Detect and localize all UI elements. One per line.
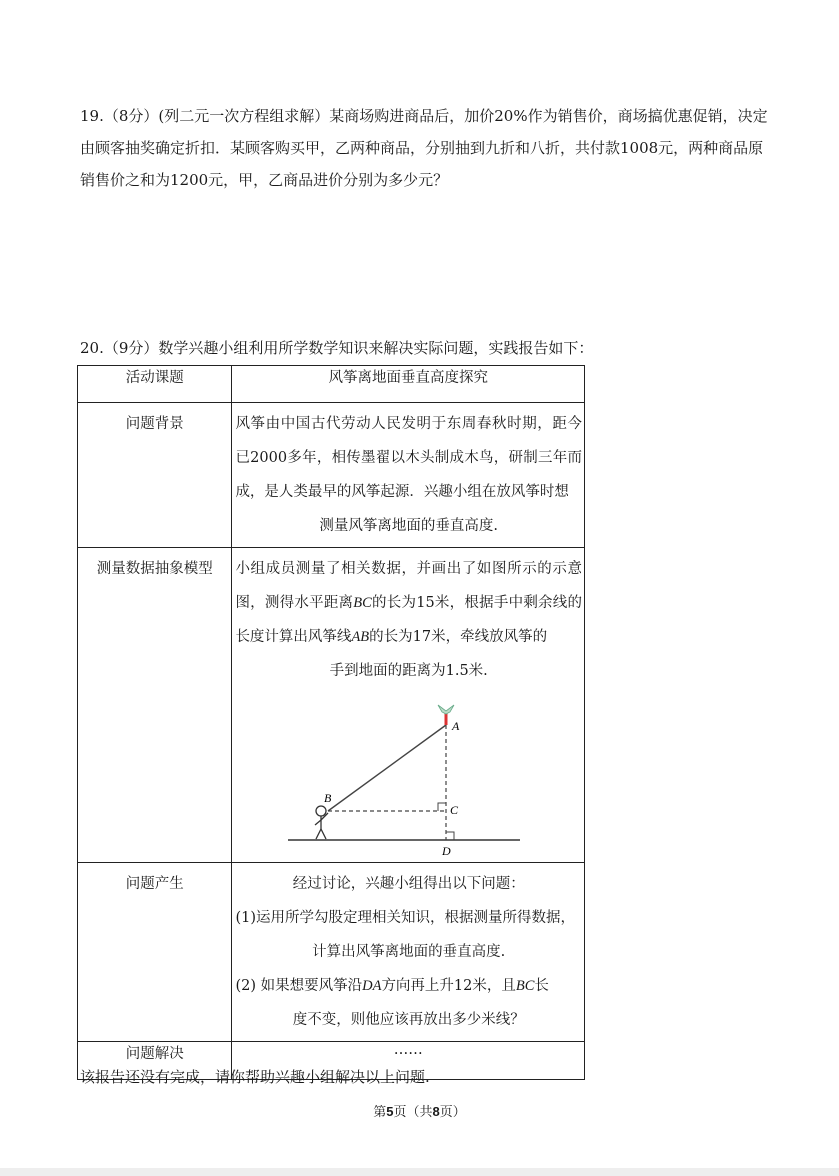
person-icon: [315, 806, 328, 839]
right-angle-d: [446, 832, 454, 840]
row-content-problem: 经过讨论，兴趣小组得出以下问题： (1)运用所学勾股定理相关知识，根据测量所得数据， 计算出风筝离地面的垂直高度. (2) 如果想要风筝沿DA方向再上升12米，且BC长 度不变，则他应该再放出多少米线？: [235, 876, 575, 1028]
row-content-solution: ……: [232, 1042, 585, 1080]
table-row: [78, 863, 585, 1042]
label-a: A: [452, 719, 460, 733]
question-19: 19.（8分）(列二元一次方程组求解）某商场购进商品后，加价20%作为销售价，商场搞优惠促销，决定由顾客抽奖确定折扣．某顾客购买甲，乙两种商品，分别抽到九折和八折，共付款1008元，两种商品原销售价之和为1200元，甲，乙商品进价分别为多少元？: [80, 107, 768, 189]
table-row: [78, 366, 585, 403]
kite-diagram: [288, 702, 528, 862]
row-label-problem: 问题产生: [125, 876, 184, 892]
row-label-background: 问题背景: [125, 416, 184, 432]
kite-icon: [438, 705, 454, 714]
row-content-background: 风筝由中国古代劳动人民发明于东周春秋时期，距今已2000多年，相传墨翟以木头制成木鸟，研制三年而成，是人类最早的风筝起源．兴趣小组在放风筝时想 测量风筝离地面的垂直高度.: [235, 416, 582, 534]
viewer-bottom-edge: [0, 1168, 839, 1176]
page-number: 第5页（共8页）: [373, 1104, 466, 1120]
row-label-solution: 问题解决: [125, 1046, 184, 1062]
table-row: [78, 403, 585, 548]
row-content-topic: 风筝离地面垂直高度探究: [232, 366, 585, 403]
report-table: [77, 365, 585, 1080]
kite-string-ab: [328, 725, 446, 811]
table-row: [78, 548, 585, 863]
label-c: C: [450, 803, 459, 817]
row-label-topic: 活动课题: [125, 370, 184, 386]
label-d: D: [442, 844, 451, 858]
report-footer-note: 该报告还没有完成，请你帮助兴趣小组解决以上问题.: [80, 1068, 430, 1086]
row-content-model: 小组成员测量了相关数据，并画出了如图所示的示意图，测得水平距离BC的长为15米，根据手中剩余线的长度计算出风筝线AB的长为17米，牵线放风筝的 手到地面的距离为1.5米.: [235, 561, 583, 679]
label-b: B: [324, 791, 332, 805]
question-20-title: 20.（9分）数学兴趣小组利用所学数学知识来解决实际问题，实践报告如下：: [80, 339, 594, 357]
row-label-model: 测量数据抽象模型: [96, 561, 213, 577]
right-angle-c: [438, 803, 446, 811]
